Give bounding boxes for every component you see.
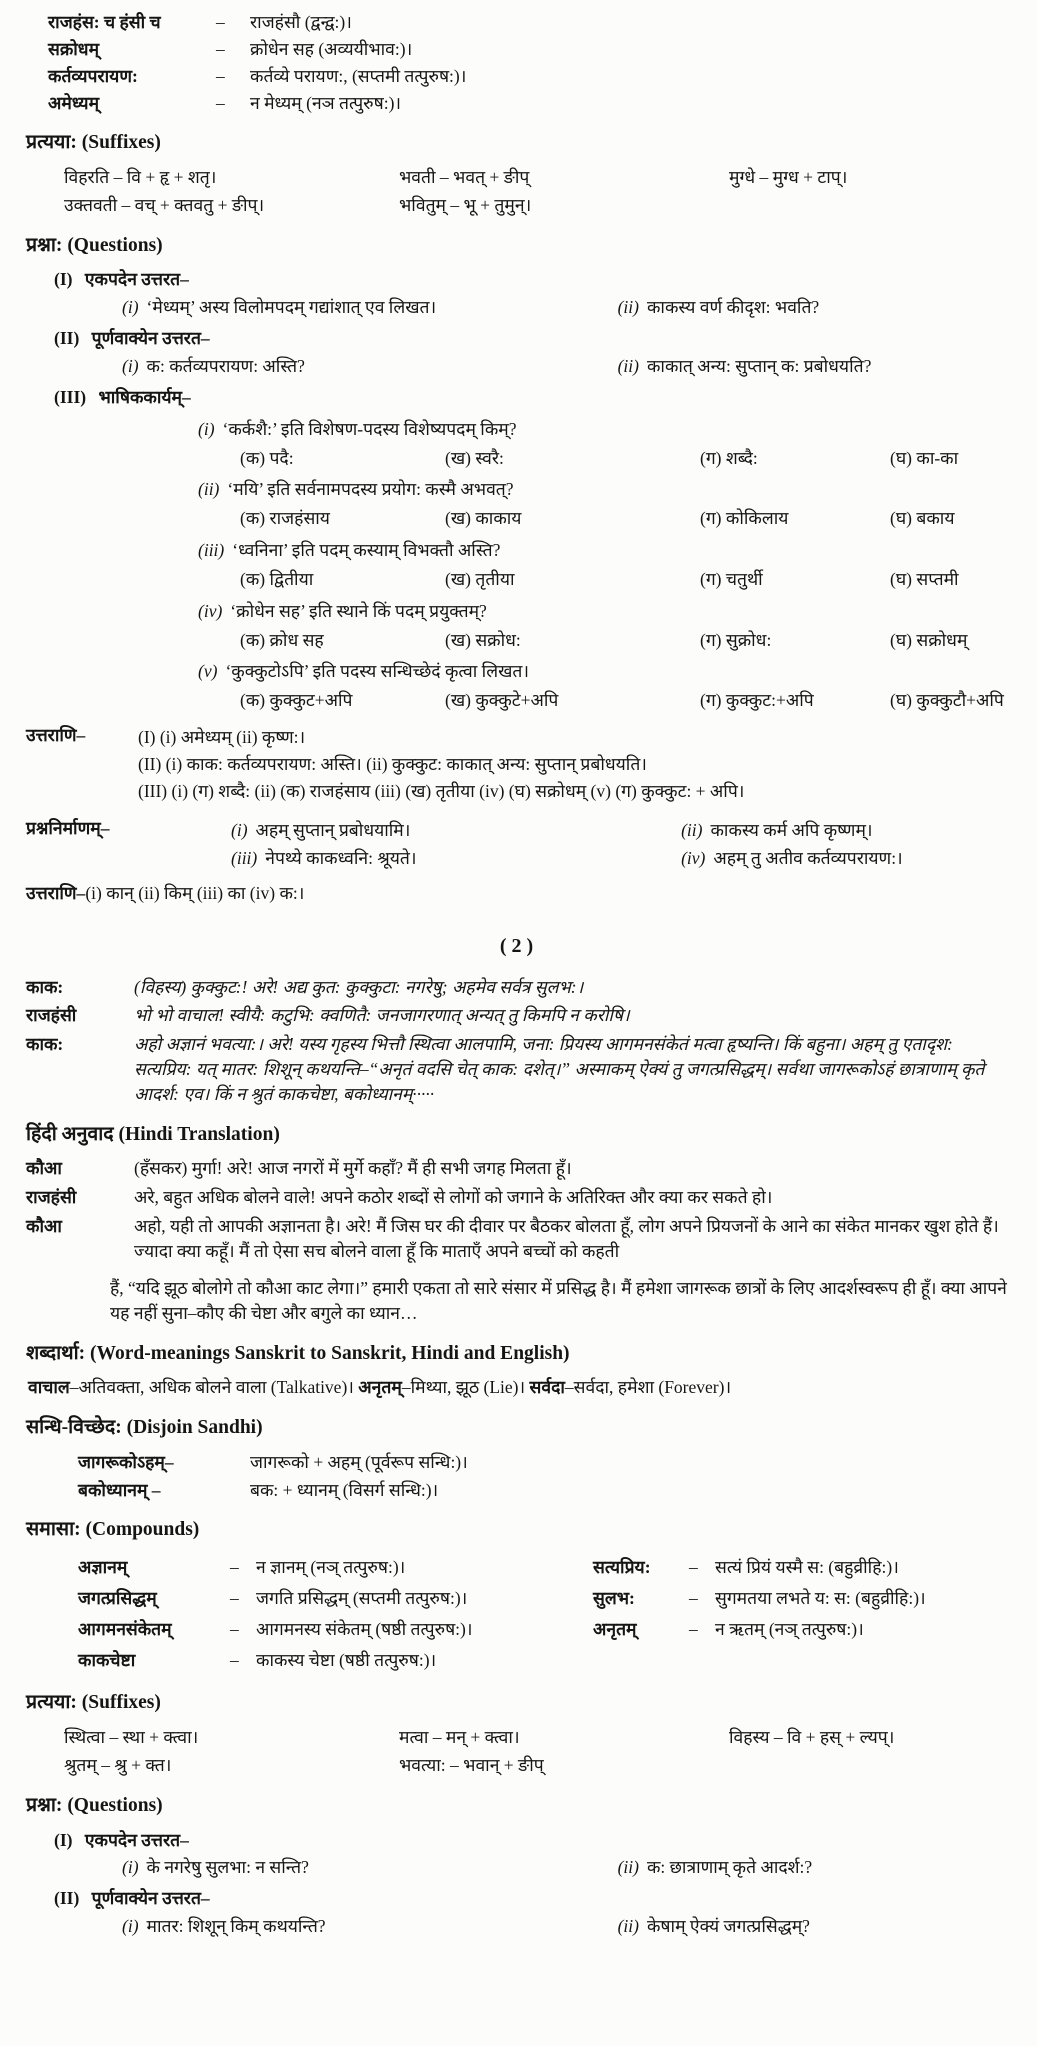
- mcq-options: [240, 688, 1007, 713]
- group-number: (I): [54, 269, 73, 290]
- suffix-item: भवती – भवत् + ङीप्: [399, 167, 530, 188]
- dialogue-row: [26, 1003, 1007, 1028]
- group-title: पूर्णवाक्येन उत्तरत–: [91, 1888, 210, 1909]
- mcq-question: [198, 599, 1007, 624]
- question-group-head: [54, 326, 1007, 351]
- compound-entry: [593, 1586, 1007, 1611]
- definition-row: [48, 10, 1007, 35]
- mcq-option: (क) राजहंसाय: [240, 508, 330, 529]
- speaker-name: काक:: [26, 976, 64, 997]
- item-number: (iii): [231, 848, 258, 869]
- heading-english: (Questions): [67, 1794, 163, 1816]
- suffix-row: [64, 193, 1007, 218]
- suffix-item: मत्वा – मन् + क्त्वा।: [399, 1727, 520, 1748]
- heading-english: (Compounds): [85, 1519, 200, 1541]
- heading-devanagari: हिंदी अनुवाद: [26, 1123, 114, 1145]
- heading-devanagari: प्रश्ना:: [26, 1794, 63, 1816]
- answers-label: उत्तराणि–: [26, 883, 86, 904]
- question-pair: [122, 1914, 1007, 1939]
- mcq-option: (क) द्वितीया: [240, 568, 314, 589]
- sandhi-term: जागरूकोऽहम्–: [78, 1451, 174, 1472]
- question-number: (iv): [198, 600, 223, 621]
- question-number: (v): [198, 661, 218, 682]
- suffix-item: श्रुतम् – श्रु + क्त।: [64, 1755, 172, 1776]
- mcq-option: (ग) शब्दै:: [700, 447, 758, 468]
- question-number: (i): [122, 297, 139, 318]
- compound-term: अनृतम्: [593, 1618, 637, 1639]
- compounds-heading: [26, 1516, 1007, 1544]
- dialogue-text: (हँसकर) मुर्गा! अरे! आज नगरों में मुर्गे कहाँ? मैं ही सभी जगह मिलता हूँ।: [134, 1158, 572, 1179]
- question-pair: [122, 354, 1007, 379]
- question-text: काकस्य वर्ण कीदृश: भवति?: [646, 297, 820, 318]
- item-number: (i): [231, 819, 248, 840]
- dash-separator: –: [230, 1587, 239, 1608]
- word-definition: –अतिवक्ता, अधिक बोलने वाला (Talkative)।: [69, 1377, 359, 1398]
- speaker-name: कौआ: [26, 1158, 62, 1179]
- item-text: काकस्य कर्म अपि कृष्णम्।: [710, 819, 873, 840]
- answers-block-2: [26, 881, 1007, 906]
- heading-english: (Questions): [67, 234, 163, 256]
- dialogue-row: [26, 1032, 1007, 1107]
- question-group-head: [54, 1828, 1007, 1853]
- word-definition: –मिथ्या, झूठ (Lie)।: [401, 1377, 530, 1398]
- group-title: एकपदेन उत्तरत–: [84, 269, 189, 290]
- question-number: (ii): [617, 1857, 639, 1878]
- mcq-option: (क) कुक्कुट+अपि: [240, 690, 353, 711]
- sandhi-term: बकोध्यानम् –: [78, 1479, 161, 1500]
- compound-meaning: न ऋतम् (नञ् तत्पुरुष:)।: [715, 1618, 864, 1639]
- question-text: क: छात्राणाम् कृते आदर्श:?: [646, 1857, 813, 1878]
- speaker-name: राजहंसी: [26, 1187, 77, 1208]
- compound-entry-empty: [593, 1648, 1007, 1673]
- continuation-paragraph: हैं, “यदि झूठ बोलोगे तो कौआ काट लेगा।” हमारी एकता तो सारे संसार में प्रसिद्ध है। मैं हमेशा जागरूक छात्रों के लिए आदर्शस्वरूप ही हूँ। क्या आपने यह नहीं सुना–कौए की चेष्टा और बगुले का ध्यान…: [110, 1277, 1007, 1323]
- mcq-option: (ग) सुक्रोध:: [700, 629, 772, 650]
- suffix-item: विहस्य – वि + हस् + ल्यप्।: [729, 1727, 895, 1748]
- item-text: अहम् तु अतीव कर्तव्यपरायण:।: [713, 848, 903, 869]
- compound-term: सक्रोधम्: [48, 38, 100, 59]
- compound-meaning: राजहंसौ (द्वन्द्व:)।: [250, 12, 352, 32]
- suffix-row: [64, 1753, 1007, 1778]
- compound-term: राजहंस: च हंसी च: [48, 12, 161, 32]
- speaker-name: कौआ: [26, 1216, 62, 1237]
- heading-devanagari: प्रत्यया:: [26, 1692, 77, 1714]
- sandhi-parts: जागरूको + अहम् (पूर्वरूप सन्धि:)।: [250, 1451, 468, 1472]
- question-text: मातर: शिशून् किम् कथयन्ति?: [146, 1916, 326, 1937]
- dash-separator: –: [216, 38, 225, 59]
- prashna2-heading: [26, 1792, 1007, 1820]
- suffix-item: [729, 1753, 1007, 1778]
- mcq-option: (ख) स्वरै:: [445, 447, 504, 468]
- definition-row: [48, 37, 1007, 62]
- compound-entry: [593, 1617, 1007, 1642]
- statement-item: [231, 846, 681, 871]
- suffix-item: स्थित्वा – स्था + क्त्वा।: [64, 1727, 199, 1748]
- suffix-item: भवितुम् – भू + तुमुन्।: [399, 194, 532, 215]
- group-number: (III): [54, 386, 87, 407]
- question-text: ‘क्रोधेन सह’ इति स्थाने किं पदम् प्रयुक्तम्?: [230, 600, 487, 621]
- mcq-option: (ग) कुक्कुट:+अपि: [700, 690, 814, 711]
- word-definition: –सर्वदा, हमेशा (Forever)।: [564, 1377, 732, 1398]
- dialogue-row: [26, 1156, 1007, 1181]
- question-item: [618, 295, 1007, 320]
- question-group-head: [54, 385, 1007, 410]
- suffix-row: [64, 165, 1007, 190]
- dialogue-text: अहो अज्ञानं भवत्या:। अरे! यस्य गृहस्य भित्तौ स्थित्वा आलपामि, जना: प्रियस्य आगमनसंकेतं मत्वा हृष्यन्ति। किं बहुना। अहम् तु एतादृश: सत्यप्रिय: यत् मातर: शिशून् कथयन्ति–“अनृतं वदसि चेत् काक: दशेत्।” अस्माकम् ऐक्यं तु जगत्प्रसिद्धम्। सर्वथा जागरूकोऽहं छात्राणाम् कृते आदर्श: एव। किं न श्रुतं काकचेष्टा, बकोध्यानम्·····: [134, 1034, 985, 1104]
- question-number: (i): [122, 1857, 139, 1878]
- question-number: (ii): [617, 1916, 639, 1937]
- question-text: ‘मेध्यम्’ अस्य विलोमपदम् गद्यांशात् एव लिखत।: [146, 297, 437, 318]
- question-item: [618, 354, 1007, 379]
- question-text: के नगरेषु सुलभा: न सन्ति?: [146, 1857, 309, 1878]
- hindi-dialogue: [26, 1156, 1007, 1325]
- mcq-question: [198, 538, 1007, 563]
- answers-block: [26, 723, 1007, 806]
- heading-devanagari: प्रत्यया:: [26, 132, 77, 154]
- dash-separator: –: [230, 1649, 239, 1670]
- prashna1-heading: [26, 232, 1007, 260]
- compound-meaning: सत्यं प्रियं यस्मै स: (बहुव्रीहि:)।: [715, 1557, 899, 1578]
- heading-english: (Suffixes): [81, 1692, 161, 1714]
- word-term: अनृतम्: [358, 1377, 402, 1398]
- sandhi-heading: [26, 1414, 1007, 1442]
- item-text: अहम् सुप्तान् प्रबोधयामि।: [255, 819, 411, 840]
- answer-line: (I) (i) अमेध्यम् (ii) कृष्ण:।: [138, 727, 306, 748]
- compounds-grid: [78, 1552, 1007, 1675]
- question-number: (i): [122, 355, 139, 376]
- speaker-name: राजहंसी: [26, 1005, 77, 1026]
- question-item: [618, 1855, 1007, 1880]
- heading-english: (Disjoin Sandhi): [126, 1417, 263, 1439]
- dialogue-text: (विहस्य) कुक्कुट:! अरे! अद्य कुत: कुक्कुटा: नगरेषु; अहमेव सर्वत्र सुलभ:।: [134, 976, 584, 997]
- dialogue-text: अरे, बहुत अधिक बोलने वाले! अपने कठोर शब्दों से लोगों को जगाने के अतिरिक्त और क्या कर सकते हो।: [134, 1187, 773, 1208]
- compound-entry: [78, 1555, 593, 1580]
- question-item: [122, 354, 618, 379]
- mcq-option: (ग) चतुर्थी: [700, 568, 763, 589]
- mcq-options: [240, 446, 1007, 471]
- dialogue-row: [26, 1214, 1007, 1264]
- compound-meaning: काकस्य चेष्टा (षष्ठी तत्पुरुष:)।: [256, 1649, 437, 1670]
- statement-item: [681, 818, 1007, 843]
- group-number: (II): [54, 1888, 80, 1909]
- suffix-item: विहरति – वि + हृ + शतृ।: [64, 167, 217, 188]
- suffix-item: भवत्या: – भवान् + ङीप्: [399, 1755, 544, 1776]
- item-number: (ii): [681, 819, 703, 840]
- dash-separator: –: [689, 1587, 698, 1608]
- question-pair: [122, 295, 1007, 320]
- mcq-options: [240, 628, 1007, 653]
- compound-meaning: आगमनस्य संकेतम् (षष्ठी तत्पुरुष:)।: [256, 1618, 473, 1639]
- dash-separator: –: [689, 1557, 698, 1578]
- compound-meaning: सुगमतया लभते य: स: (बहुव्रीहि:)।: [715, 1587, 926, 1608]
- hindi-translation-heading: [26, 1121, 1007, 1149]
- item-number: (iv): [681, 848, 706, 869]
- compound-entry: [78, 1648, 593, 1673]
- samasa-continuation-list: [48, 10, 1007, 115]
- statement-item: [681, 846, 1007, 871]
- question-formation-block: [26, 816, 1007, 874]
- answers-label: उत्तराणि–: [26, 725, 86, 746]
- heading-devanagari: समासा:: [26, 1519, 81, 1541]
- answer-line: (III) (i) (ग) शब्दै: (ii) (क) राजहंसाय (iii) (ख) तृतीया (iv) (घ) सक्रोधम् (v) (ग) कुक्कुट: + अपि।: [138, 780, 745, 801]
- heading-devanagari: शब्दार्था:: [26, 1342, 86, 1364]
- question-item: [618, 1914, 1007, 1939]
- question-text: ‘मयि’ इति सर्वनामपदस्य प्रयोग: कस्मै अभवत्?: [227, 479, 514, 500]
- compound-term: काकचेष्टा: [78, 1649, 136, 1670]
- word-term: सर्वदा: [529, 1377, 565, 1398]
- compound-meaning: क्रोधेन सह (अव्ययीभाव:)।: [250, 38, 413, 59]
- compound-entry: [78, 1617, 593, 1642]
- answer-line: (i) कान् (ii) किम् (iii) का (iv) क:।: [85, 883, 305, 904]
- dash-separator: –: [216, 92, 225, 113]
- question-number: (ii): [617, 297, 639, 318]
- suffix-row: [64, 1725, 1007, 1750]
- suffix-item: [729, 193, 1007, 218]
- group-title: भाषिककार्यम्–: [98, 386, 191, 407]
- compound-term: सत्यप्रिय:: [593, 1557, 651, 1578]
- mcq-option: (क) क्रोध सह: [240, 629, 324, 650]
- mcq-option: (ख) काकाय: [445, 508, 522, 529]
- answer-line: (II) (i) काक: कर्तव्यपरायण: अस्ति। (ii) कुक्कुट: काकात् अन्य: सुप्तान् प्रबोधयति।: [138, 753, 647, 774]
- suffix-item: मुग्धे – मुग्ध + टाप्।: [729, 167, 848, 188]
- dialogue-row: [26, 975, 1007, 1000]
- word-term: वाचाल: [28, 1377, 70, 1398]
- question-number: (i): [122, 1916, 139, 1937]
- group-number: (I): [54, 1829, 73, 1850]
- mcq-option: (ख) तृतीया: [445, 568, 515, 589]
- question-text: केषाम् ऐक्यं जगत्प्रसिद्धम्?: [646, 1916, 810, 1937]
- heading-english: (Suffixes): [81, 132, 161, 154]
- compound-term: अमेध्यम्: [48, 92, 100, 113]
- mcq-option: (घ) सप्तमी: [890, 568, 959, 589]
- group-title: एकपदेन उत्तरत–: [84, 1829, 189, 1850]
- question-text: काकात् अन्य: सुप्तान् क: प्रबोधयति?: [646, 355, 872, 376]
- suffix-item: उक्तवती – वच् + क्तवतु + ङीप्।: [64, 194, 265, 215]
- compound-meaning: न मेध्यम् (नञ तत्पुरुष:)।: [250, 92, 402, 113]
- compound-meaning: कर्तव्ये परायण:, (सप्तमी तत्पुरुष:)।: [250, 65, 467, 86]
- mcq-option: (घ) कुक्कुटौ+अपि: [890, 690, 1004, 711]
- question-formation-items: [231, 816, 1007, 874]
- mcq-options: [240, 567, 1007, 592]
- definition-row: [48, 91, 1007, 116]
- mcq-option: (घ) बकाय: [890, 508, 955, 529]
- mcq-option: (घ) का-का: [890, 447, 959, 468]
- sanskrit-dialogue: [26, 975, 1007, 1107]
- sandhi-row: [78, 1450, 1007, 1475]
- mcq-option: (ग) कोकिलाय: [700, 508, 789, 529]
- mcq-options: [240, 506, 1007, 531]
- mcq-question: [198, 417, 1007, 442]
- compound-entry: [78, 1586, 593, 1611]
- mcq-option: (घ) सक्रोधम्: [890, 629, 968, 650]
- group-number: (II): [54, 328, 80, 349]
- dash-separator: –: [230, 1557, 239, 1578]
- compound-meaning: जगति प्रसिद्धम् (सप्तमी तत्पुरुष:)।: [256, 1587, 468, 1608]
- heading-devanagari: सन्धि-विच्छेद:: [26, 1417, 122, 1439]
- mcq-question: [198, 477, 1007, 502]
- pratyaya1-heading: [26, 129, 1007, 157]
- compound-term: सुलभ:: [593, 1587, 635, 1608]
- question-number: (ii): [617, 355, 639, 376]
- word-meanings-heading: [26, 1340, 1007, 1368]
- dialogue-text: भो भो वाचाल! स्वीयै: कटुभि: क्वणितै: जनजागरणात् अन्यत् तु किमपि न करोषि।: [134, 1005, 630, 1026]
- compound-entry: [593, 1555, 1007, 1580]
- word-meanings-paragraph: [28, 1375, 1007, 1400]
- heading-english: (Hindi Translation): [118, 1123, 280, 1145]
- statement-item: [231, 818, 681, 843]
- question-group-head: [54, 1886, 1007, 1911]
- dash-separator: –: [216, 65, 225, 86]
- dash-separator: –: [689, 1618, 698, 1639]
- mcq-option: (ख) कुक्कुटे+अपि: [445, 690, 559, 711]
- compound-term: जगत्प्रसिद्धम्: [78, 1587, 157, 1608]
- question-text: ‘कर्कशै:’ इति विशेषण-पदस्य विशेष्यपदम् किम्?: [222, 418, 517, 439]
- question-number: (i): [198, 418, 215, 439]
- group-title: पूर्णवाक्येन उत्तरत–: [91, 328, 210, 349]
- question-group-head: [54, 267, 1007, 292]
- compound-term: आगमनसंकेतम्: [78, 1618, 172, 1639]
- sandhi-parts: बक: + ध्यानम् (विसर्ग सन्धि:)।: [250, 1479, 439, 1500]
- speaker-name: काक:: [26, 1034, 64, 1055]
- question-item: [122, 1914, 618, 1939]
- section-number: ( 2 ): [499, 935, 534, 958]
- question-formation-label: प्रश्ननिर्माणम्–: [26, 817, 110, 838]
- question-item: [122, 295, 618, 320]
- question-text: ‘कुक्कुटोऽपि’ इति पदस्य सन्धिच्छेदं कृत्वा लिखत।: [225, 661, 530, 682]
- dash-separator: –: [230, 1618, 239, 1639]
- dash-separator: –: [216, 12, 225, 32]
- question-item: [122, 1855, 618, 1880]
- mcq-option: (क) पदै:: [240, 447, 294, 468]
- pratyaya2-heading: [26, 1689, 1007, 1717]
- question-text: क: कर्तव्यपरायण: अस्ति?: [146, 355, 305, 376]
- compound-term: अज्ञानम्: [78, 1557, 128, 1578]
- heading-devanagari: प्रश्ना:: [26, 234, 63, 256]
- dialogue-row: [26, 1185, 1007, 1210]
- question-pair: [122, 1855, 1007, 1880]
- question-number: (iii): [198, 540, 225, 561]
- sandhi-row: [78, 1478, 1007, 1503]
- item-text: नेपथ्ये काकध्वनि: श्रूयते।: [265, 848, 417, 869]
- mcq-question: [198, 659, 1007, 684]
- answers-lines: [138, 723, 744, 806]
- heading-english: (Word-meanings Sanskrit to Sanskrit, Hindi and English): [90, 1342, 570, 1364]
- compound-meaning: न ज्ञानम् (नञ् तत्पुरुष:)।: [256, 1557, 406, 1578]
- mcq-option: (ख) सक्रोध:: [445, 629, 521, 650]
- question-number: (ii): [198, 479, 220, 500]
- definition-row: [48, 64, 1007, 89]
- compound-term: कर्तव्यपरायण:: [48, 65, 138, 86]
- question-text: ‘ध्वनिना’ इति पदम् कस्याम् विभक्तौ अस्ति?: [232, 540, 501, 561]
- dialogue-text: अहो, यही तो आपकी अज्ञानता है। अरे! मैं जिस घर की दीवार पर बैठकर बोलता हूँ, लोग अपने प्रियजनों के आने का संकेत मानकर खुश होते हैं। ज्यादा क्या कहूँ। मैं तो ऐसा सच बोलने वाला हूँ कि माताएँ अपने बच्चों को कहती: [134, 1216, 999, 1261]
